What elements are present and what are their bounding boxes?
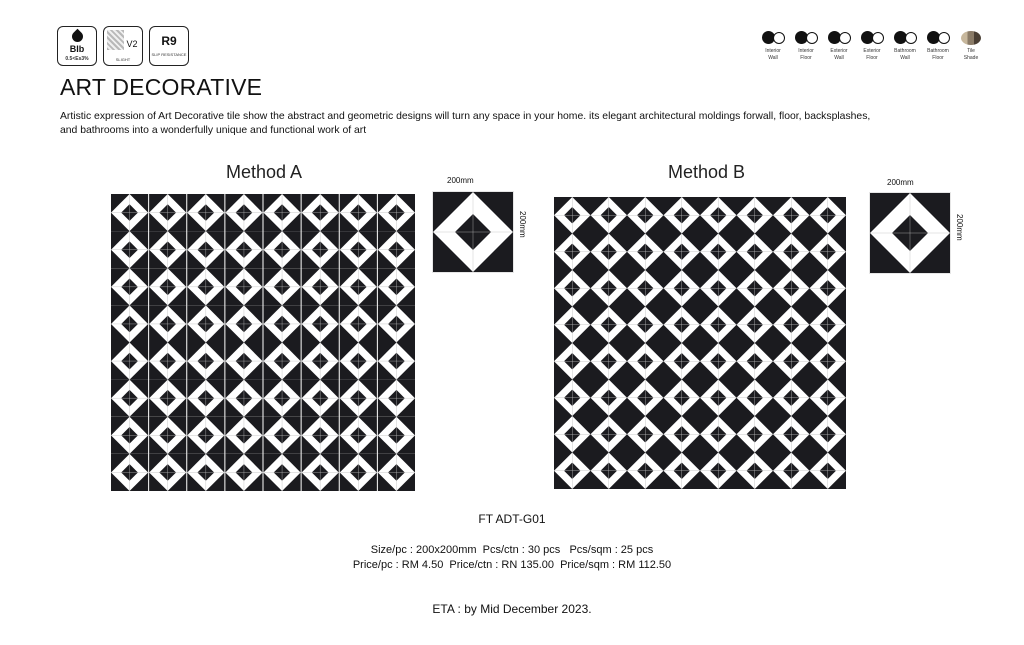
product-code: FT ADT-G01: [478, 512, 546, 526]
product-description: Artistic expression of Art Decorative tile show the abstract and geometric designs will turn any space in your home. its elegant architectural moldings forwall, floor, backsplashes, and bathrooms into a wonderfully unique and functional work of art: [60, 111, 871, 136]
slip-resistance-sub: SLIP RESISTANCE: [151, 52, 187, 57]
water-absorption-value: 0.5<Es3%: [65, 56, 89, 62]
product-specs: [0, 543, 1024, 573]
interior-wall-icon: Interior Wall: [758, 30, 788, 61]
method-a-tile-layout: [111, 194, 416, 491]
method-b-sample-height: 200mm: [955, 214, 964, 241]
method-b-tile-layout: [554, 197, 846, 489]
water-absorption-label: BIb: [69, 44, 85, 54]
shade-variation-sub: SLIGHT: [115, 57, 131, 62]
exterior-wall-icon: Exterior Wall: [824, 30, 854, 61]
shade-variation-label: V2: [126, 39, 138, 49]
method-a-sample-height: 200mm: [518, 211, 527, 238]
usage-icons: [758, 30, 986, 61]
water-absorption-badge: [57, 26, 97, 66]
method-a-sample-tile: [432, 191, 514, 273]
tile-shade-icon: Tile Shade: [956, 30, 986, 61]
method-b-label: Method B: [668, 162, 746, 182]
bathroom-wall-icon: Bathroom Wall: [890, 30, 920, 61]
certification-badges: [57, 26, 189, 66]
interior-floor-icon: Interior Floor: [791, 30, 821, 61]
exterior-floor-icon: Exterior Floor: [857, 30, 887, 61]
method-a-label: Method A: [226, 162, 303, 182]
shade-variation-badge: [103, 26, 143, 66]
eta-text: ETA : by Mid December 2023.: [432, 602, 592, 616]
method-a-sample-width: 200mm: [447, 176, 474, 185]
size-line: Size/pc : 200x200mm Pcs/ctn : 30 pcs Pcs/sqm : 25 pcs: [370, 544, 654, 556]
price-line: Price/pc : RM 4.50 Price/ctn : RN 135.00 Price/sqm : RM 112.50: [352, 559, 672, 571]
water-drop-icon: [70, 29, 86, 45]
page-title: ART DECORATIVE: [60, 74, 263, 100]
method-b-sample-width: 200mm: [887, 178, 914, 187]
slip-resistance-badge: [149, 26, 189, 66]
method-b-sample-tile: [869, 192, 951, 274]
slip-resistance-label: R9: [161, 34, 177, 48]
bathroom-floor-icon: Bathroom Floor: [923, 30, 953, 61]
